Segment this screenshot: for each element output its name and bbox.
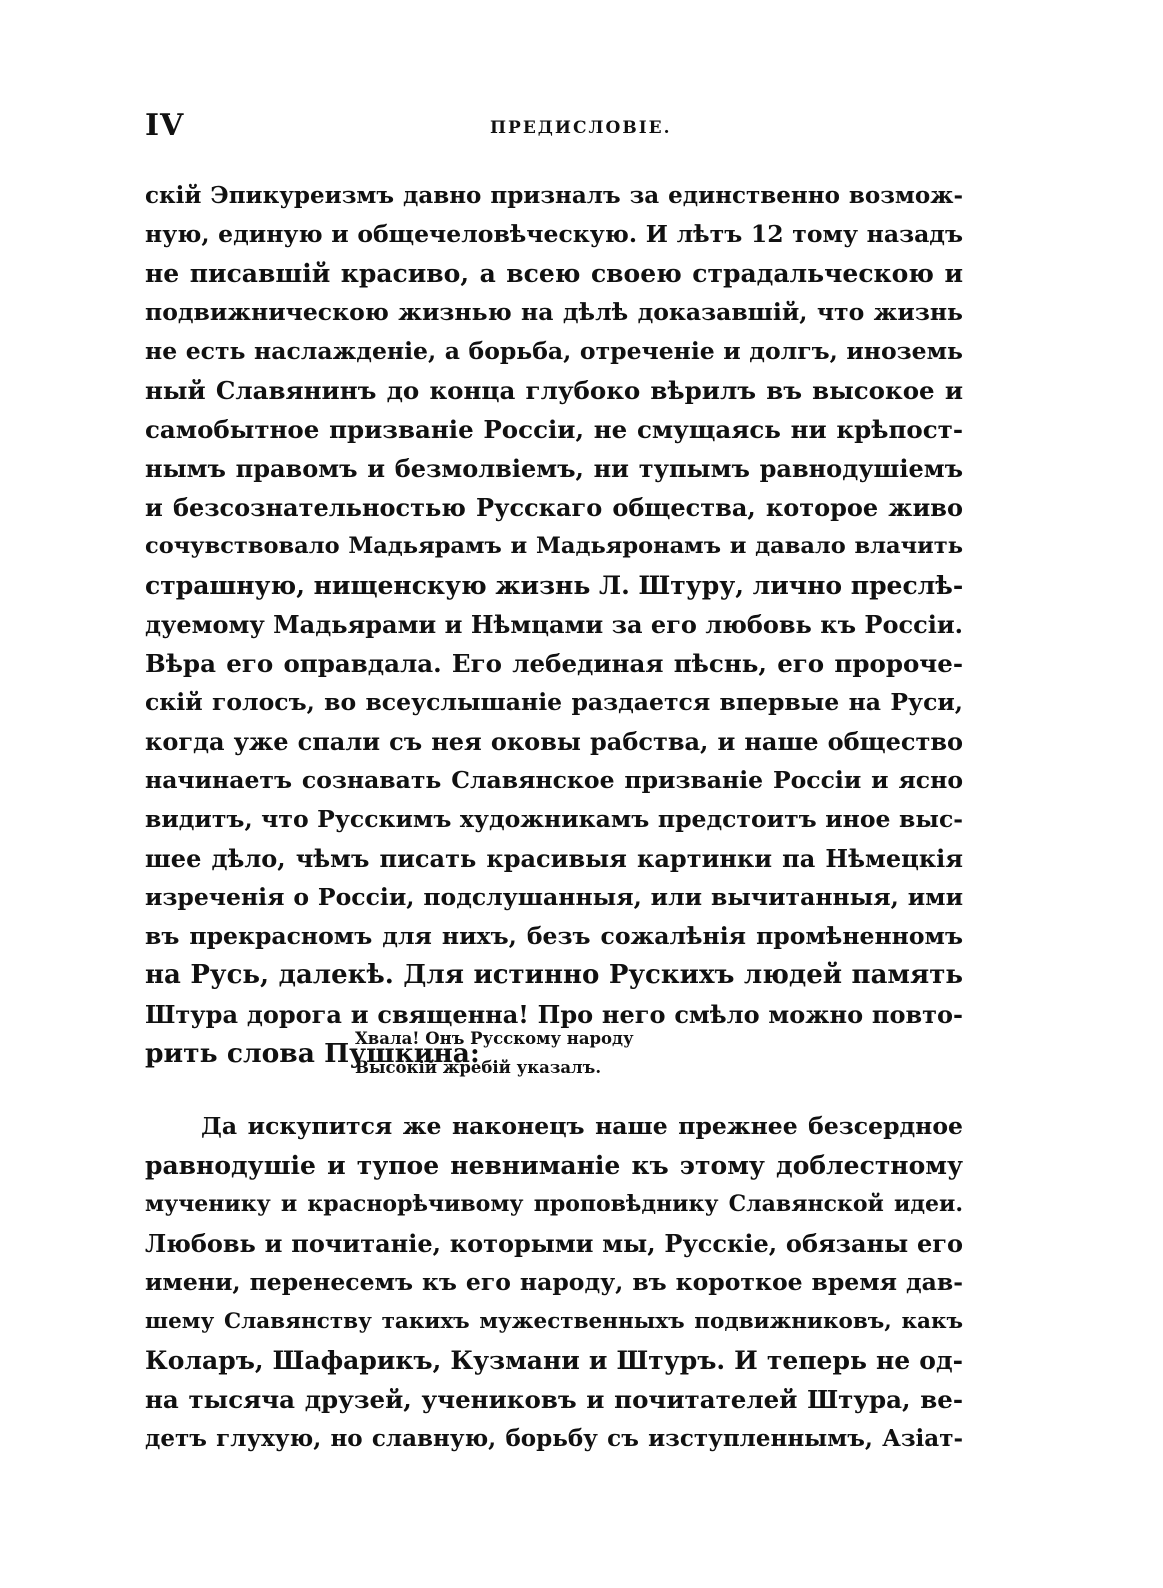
text-line: на Русь, далекѣ. Для истинно Рускихъ людей память (145, 960, 963, 990)
text-line: не писавшій красиво, а всею своею страдальческою и (145, 259, 963, 288)
text-line: Штура дорога и священна! Про него смѣло можно повто- (145, 1000, 963, 1029)
text-line: имени, перенесемъ къ его народу, въ короткое время дав- (145, 1268, 963, 1296)
text-line: скій голосъ, во всеуслышаніе раздается впервые на Руси, (145, 688, 963, 716)
text-line: дуемому Мадьярами и Нѣмцами за его любовь къ Россіи. (145, 610, 963, 639)
text-line: скій Эпикуреизмъ давно призналъ за единственно возмож- (145, 182, 963, 209)
text-line: Да искупится же наконецъ наше прежнее безсердное (201, 1112, 963, 1140)
text-line: ную, единую и общечеловѣческую. И лѣтъ 12 тому назадъ (145, 220, 963, 248)
text-line: ный Славянинъ до конца глубоко вѣрилъ въ высокое и (145, 376, 963, 405)
text-line: страшную, нищенскую жизнь Л. Штуру, лично преслѣ- (145, 571, 963, 600)
text-line: и безсознательностью Русскаго общества, которое живо (145, 493, 963, 522)
verse-line: Хвала! Онъ Русскому народу (355, 1029, 634, 1048)
text-line: равнодушіе и тупое невниманіе къ этому доблестному (145, 1151, 963, 1180)
text-line: самобытное призваніе Россіи, не смущаясь ни крѣпост- (145, 415, 963, 444)
page-number: IV (145, 108, 185, 143)
paragraph-1 (145, 176, 963, 1073)
text-line: на тысяча друзей, учениковъ и почитателей Штура, ве- (145, 1385, 963, 1414)
verse-quote (355, 1024, 775, 1082)
text-line: подвижническою жизнью на дѣлѣ доказавшій, что жизнь (145, 298, 963, 326)
running-head: ПРЕДИСЛОВІЕ. (490, 118, 672, 138)
text-line: сочувствовало Мадьярамъ и Мадьяронамъ и давало влачить (145, 533, 963, 559)
text-line: начинаетъ сознавать Славянское призваніе Россіи и ясно (145, 766, 963, 794)
text-line: Вѣра его оправдала. Его лебединая пѣснь, его пророче- (145, 649, 963, 678)
paragraph-2 (145, 1107, 963, 1458)
text-line: изреченія о Россіи, подслушанныя, или вычитанныя, ими (145, 883, 963, 911)
text-line: шее дѣло, чѣмъ писать красивыя картинки па Нѣмецкія (145, 844, 963, 873)
text-line: рить слова Пушкина: (145, 1038, 480, 1069)
text-line: Коларъ, Шафарикъ, Кузмани и Штуръ. И теперь не од- (145, 1346, 963, 1375)
page-header (145, 108, 965, 148)
text-line: нымъ правомъ и безмолвіемъ, ни тупымъ равнодушіемъ (145, 454, 963, 483)
text-line: шему Славянству такихъ мужественныхъ подвижниковъ, какъ (145, 1309, 963, 1334)
text-line: видитъ, что Русскимъ художникамъ предстоитъ иное выс- (145, 805, 963, 833)
text-line: когда уже спали съ нея оковы рабства, и наше общество (145, 727, 963, 756)
text-line: Любовь и почитаніе, которыми мы, Русскіе, обязаны его (145, 1229, 963, 1258)
text-line: не есть наслажденіе, а борьба, отреченіе и долгъ, иноземь (145, 337, 963, 365)
text-line: детъ глухую, но славную, борьбу съ изступленнымъ, Азіат- (145, 1425, 963, 1452)
verse-line: Высокій жребій указалъ. (355, 1058, 602, 1077)
text-line: въ прекрасномъ для нихъ, безъ сожалѣнія промѣненномъ (145, 922, 963, 950)
text-line: мученику и краснорѣчивому проповѣднику Славянской идеи. (145, 1191, 963, 1217)
